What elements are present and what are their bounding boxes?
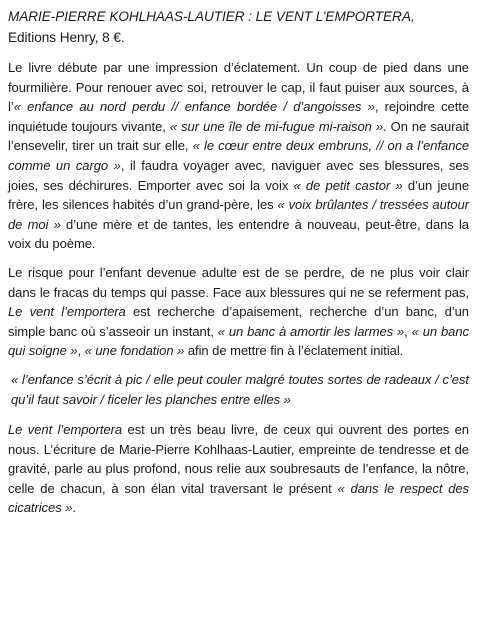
p2-text-3: , bbox=[404, 323, 412, 339]
p2-quote-1: « un banc à amortir les larmes » bbox=[217, 323, 405, 339]
p3-text-2: . bbox=[72, 500, 76, 516]
p3-text-1: est un très beau livre, de ceux qui ouvrent des portes en nous. L’écriture de Marie-Pierre Kohlhaas-Lautier, empreinte de tendresse et de gravité, parle au plus profond, nous relie aux soubresauts de l’enfance, la nôtre, celle de chacun, à son élan vital traversant le présent bbox=[8, 422, 469, 496]
title-publisher-price: Editions Henry, 8 €. bbox=[8, 30, 125, 45]
p1-text-5: d’un jeune frère, les silences habités d’un grand-père, les bbox=[8, 177, 470, 213]
p1-quote-3: « le cœur entre deux embruns, // on a l’enfance comme un cargo » bbox=[8, 138, 469, 173]
p1-text-1: Le livre débute par une impression d’éclatement. Un coup de pied dans une fourmilière. Pour renouer avec soi, retrouver le cap, il faut puiser aux sources, à l’ bbox=[8, 60, 469, 115]
p1-text-2: , rejoindre cette inquiétude toujours vivante, bbox=[8, 99, 469, 134]
p1-quote-1: « enfance au nord perdu // enfance bordée / d’angoisses » bbox=[13, 99, 375, 115]
paragraph-risk bbox=[8, 263, 469, 361]
p2-text-1: Le risque pour l’enfant devenue adulte est de se perdre, de ne plus voir clair dans le fracas du temps qui passe. Face aux blessures qui ne se referment pas, bbox=[8, 264, 469, 300]
p1-quote-4: « de petit castor » bbox=[293, 177, 403, 193]
p3-book-title: Le vent l’emportera bbox=[8, 422, 123, 438]
p1-text-6: d’une mère et de tantes, les entendre à nouveau, peut-être, dans la voix du poème. bbox=[8, 216, 469, 252]
paragraph-opening bbox=[8, 58, 469, 254]
p2-quote-2: « un banc qui soigne » bbox=[8, 323, 469, 359]
p2-text-5: afin de mettre fin à l’éclatement initial. bbox=[184, 343, 404, 359]
p1-text-3: . On ne saurait l’ensevelir, tirer un trait sur elle, bbox=[8, 118, 469, 154]
review-title bbox=[8, 6, 469, 48]
title-author-work: MARIE-PIERRE KOHLHAAS-LAUTIER : LE VENT L’EMPORTERA, bbox=[8, 9, 415, 24]
p2-book-title: Le vent l’emportera bbox=[8, 304, 126, 320]
p2-text-2: est recherche d’apaisement, recherche d’un banc, d’un simple banc où s’asseoir un instant, bbox=[8, 304, 469, 339]
p1-quote-2: « sur une île de mi-fugue mi-raison » bbox=[169, 118, 384, 134]
p1-text-4: , il faudra voyager avec, naviguer avec ses blessures, ses joies, ses déchirures. Emporter avec soi la voix bbox=[8, 157, 469, 193]
p1-quote-5: « voix brûlantes / tressées autour de moi » bbox=[8, 197, 469, 232]
p2-text-4: , bbox=[77, 343, 85, 359]
p2-quote-3: « une fondation » bbox=[84, 343, 185, 359]
poem-quote: « l’enfance s’écrit à pic / elle peut couler malgré toutes sortes de radeaux / c’est qu’il faut savoir / ficeler les planches entre elles » bbox=[11, 371, 469, 407]
p3-quote-1: « dans le respect des cicatrices » bbox=[8, 480, 470, 516]
paragraph-conclusion bbox=[8, 420, 469, 518]
